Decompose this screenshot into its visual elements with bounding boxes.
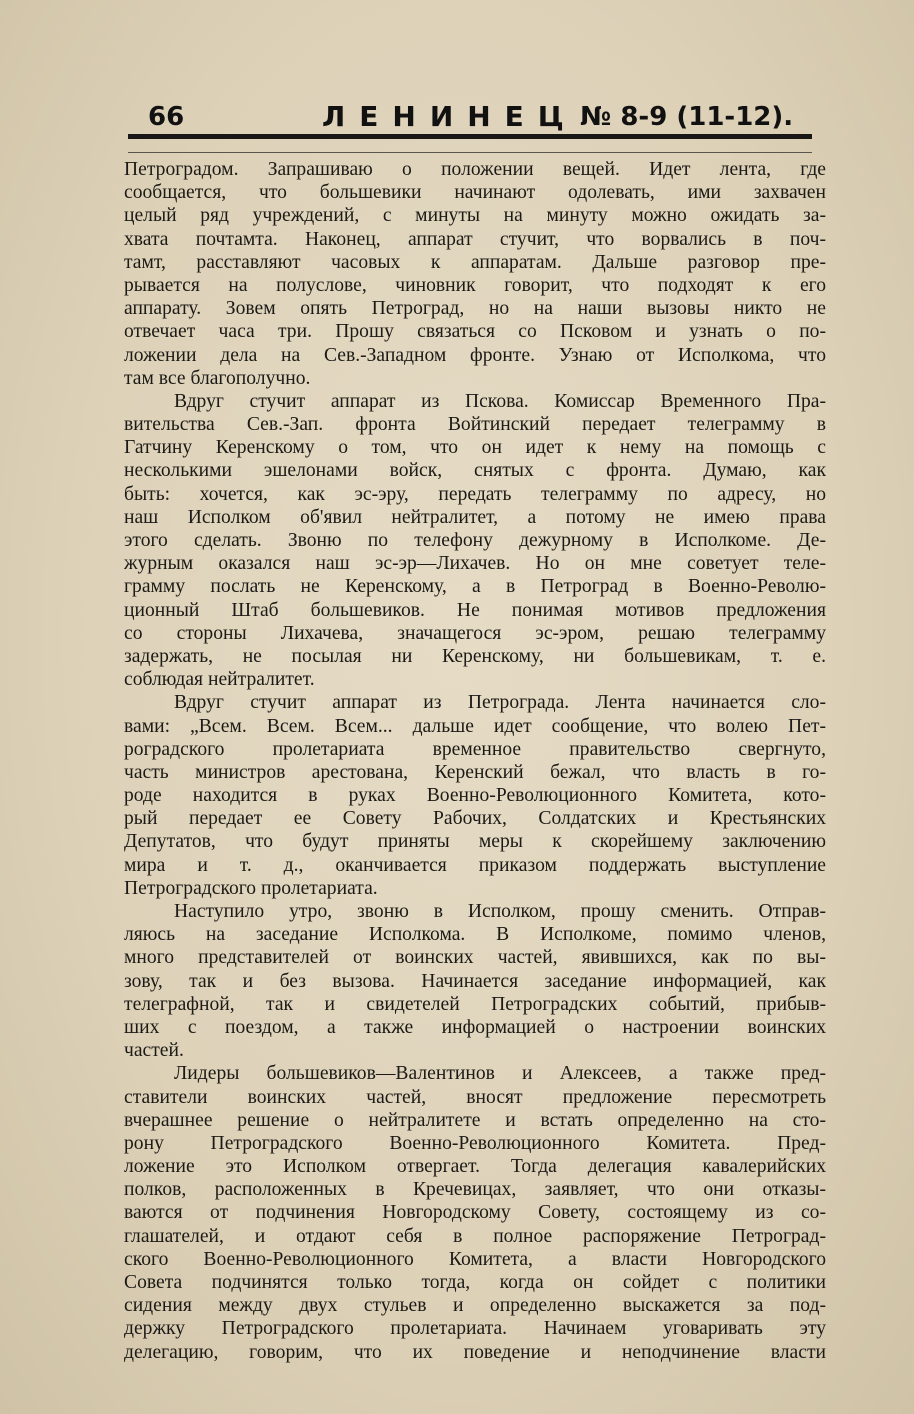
text-line: роградского пролетариата временное правительство свергнуто, <box>124 738 826 760</box>
text-line: задержать, не посылая ни Керенскому, ни большевикам, т. е. <box>124 645 826 667</box>
text-line: рону Петроградского Военно-Революционного Комитета. Пред- <box>124 1132 826 1154</box>
text-line: держку Петроградского пролетариата. Начинаем уговаривать эту <box>124 1318 826 1340</box>
text-line: соблюдая нейтралитет. <box>124 669 315 691</box>
text-line: роде находится в руках Военно-Революционного Комитета, кото- <box>124 785 826 807</box>
text-line: ставители воинских частей, вносят предложение пересмотреть <box>124 1086 826 1108</box>
text-line: ших с поездом, а также информацией о настроении воинских <box>124 1016 826 1038</box>
text-line: вительства Сев.-Зап. фронта Войтинский передает телеграмму в <box>124 414 826 436</box>
issue-number: № 8-9 (11-12). <box>580 102 794 132</box>
text-line: много представителей от воинских частей, явившихся, как по вы- <box>124 947 826 969</box>
text-line: мира и т. д., оканчивается приказом поддержать выступление <box>124 854 826 876</box>
text-line: Депутатов, что будут приняты меры к скорейшему заключению <box>124 831 826 853</box>
text-line: Наступило утро, звоню в Исполком, прошу сменить. Отправ- <box>174 901 826 922</box>
text-line: ского Военно-Революционного Комитета, а власти Новгородского <box>124 1248 826 1270</box>
text-line: хвата почтамта. Наконец, аппарат стучит, что ворвались в поч- <box>124 228 826 250</box>
text-line: тамт, расставляют часовых к аппаратам. Дальше разговор пре- <box>124 251 826 273</box>
text-line: делегацию, говорим, что их поведение и неподчинение власти <box>124 1341 826 1363</box>
text-line: ваются от подчинения Новгородскому Совету, состоящему из со- <box>124 1202 826 1224</box>
text-line: сидения между двух стульев и определенно выскажется за под- <box>124 1295 826 1317</box>
text-line: Вдруг стучит аппарат из Пскова. Комиссар Временного Пра- <box>174 390 826 412</box>
text-line: этого сделать. Звоню по телефону дежурному в Исполкоме. Де- <box>124 530 826 551</box>
text-line: вами: „Всем. Всем. Всем... дальше идет сообщение, что волею Пет- <box>124 715 826 737</box>
text-line: быть: хочется, как эс-эру, передать телеграмму по адресу, но <box>124 483 826 505</box>
text-line: рывается на полуслове, чиновник говорит, что подходят к его <box>124 274 826 296</box>
text-line: полков, расположенных в Кречевицах, заявляет, что они отказы- <box>124 1179 826 1201</box>
text-line: Лидеры большевиков—Валентинов и Алексеев, а также пред- <box>174 1063 826 1085</box>
text-line: со стороны Лихачева, значащегося эс-эром, решаю телеграмму <box>124 622 826 644</box>
header-rule-thick <box>128 134 812 139</box>
journal-title: ЛЕНИНЕЦ <box>322 100 578 133</box>
text-line: телеграфной, так и свидетелей Петроградских событий, прибыв- <box>124 993 826 1015</box>
text-line: грамму послать не Керенскому, а в Петроград в Военно-Револю- <box>124 576 826 598</box>
text-line: зову, так и без вызова. Начинается заседание информацией, как <box>124 970 826 992</box>
text-line: наш Исполком об'явил нейтралитет, а потому не имею права <box>124 506 826 528</box>
text-line: рый передает ее Совету Рабочих, Солдатских и Крестьянских <box>124 808 826 830</box>
text-line: ционный Штаб большевиков. Не понимая мотивов предложения <box>124 599 826 621</box>
text-line: вчерашнее решение о нейтралитете и встать определенно на сто- <box>124 1109 826 1131</box>
text-line: Совета подчинятся только тогда, когда он сойдет с политики <box>124 1272 826 1293</box>
text-line: ложении дела на Сев.-Западном фронте. Узнаю от Исполкома, что <box>124 344 826 366</box>
page-number: 66 <box>148 102 185 132</box>
text-line: отвечает часа три. Прошу связаться со Псковом и узнать о по- <box>124 321 826 343</box>
text-line: журным оказался наш эс-эр—Лихачев. Но он мне советует теле- <box>124 553 826 575</box>
text-line: Петроградом. Запрашиваю о положении вещей. Идет лента, где <box>124 159 826 180</box>
text-line: Вдруг стучит аппарат из Петрограда. Лента начинается сло- <box>174 692 826 714</box>
body-text <box>124 158 826 1364</box>
text-line: глашателей, и отдают себя в полное распоряжение Петроград- <box>124 1225 826 1247</box>
text-line: ложение это Исполком отвергает. Тогда делегация кавалерийских <box>124 1156 826 1178</box>
text-line: частей. <box>124 1040 184 1062</box>
text-line: Гатчину Керенскому о том, что он идет к нему на помощь с <box>124 437 826 459</box>
text-line: аппарату. Зовем опять Петроград, но на наши вызовы никто не <box>124 298 826 320</box>
text-line: Петроградского пролетариата. <box>124 877 378 899</box>
text-line: целый ряд учреждений, с минуты на минуту можно ожидать за- <box>124 205 826 227</box>
text-line: часть министров арестована, Керенский бежал, что власть в го- <box>124 761 826 783</box>
text-line: несколькими эшелонами войск, снятых с фронта. Думаю, как <box>124 460 826 482</box>
header-rule-thin <box>128 152 812 153</box>
text-line: там все благополучно. <box>124 367 311 389</box>
text-line: ляюсь на заседание Исполкома. В Исполкоме, помимо членов, <box>124 924 826 946</box>
text-line: сообщается, что большевики начинают одолевать, ими захвачен <box>124 182 826 204</box>
